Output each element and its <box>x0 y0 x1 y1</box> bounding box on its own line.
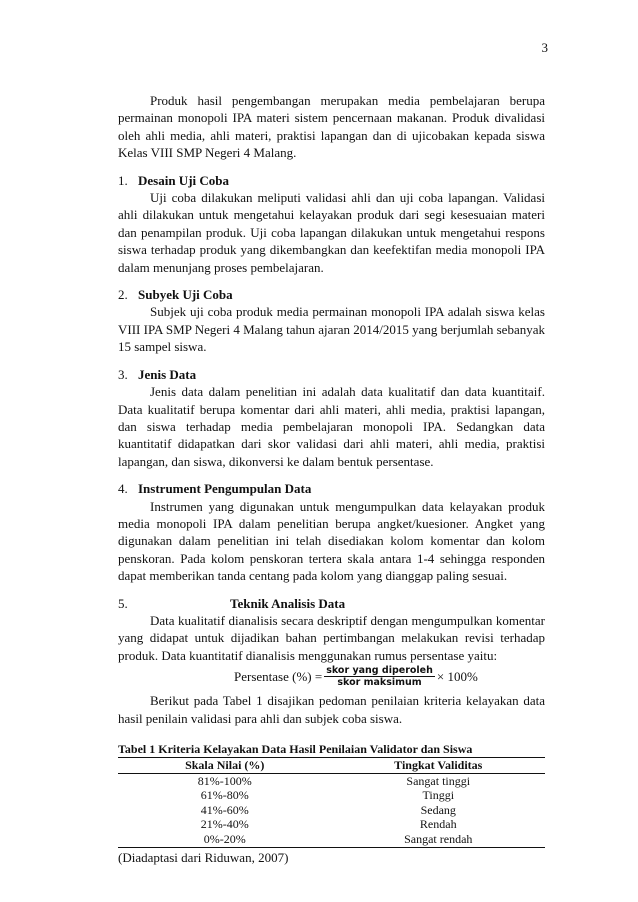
table-cell: Rendah <box>419 817 457 832</box>
table-source: (Diadaptasi dari Riduwan, 2007) <box>118 849 289 865</box>
table-header-row <box>118 758 545 774</box>
table-header-cell: Skala Nilai (%) <box>118 758 332 774</box>
section-title: Instrument Pengumpulan Data <box>138 481 312 497</box>
document-body <box>118 92 545 866</box>
section-2 <box>118 286 545 356</box>
section-paragraph: Data kualitatif dianalisis secara deskriptif dengan mengumpulkan komentar yang didapat untuk dijadikan bahan pertimbangan melakukan revisi terhadap produk. Data kuantitatif dianalisis menggunakan rumus persentase yaitu: <box>118 612 545 663</box>
table-caption: Tabel 1 Kriteria Kelayakan Data Hasil Penilaian Validator dan Siswa <box>118 742 473 756</box>
section-title: Teknik Analisis Data <box>230 595 346 611</box>
section-4 <box>118 480 545 584</box>
section-paragraph: Instrumen yang digunakan untuk mengumpulkan data kelayakan produk media monopoli IPA dalam penelitian berupa angket/kuesioner. Angket yang digunakan dalam penelitian ini telah disediakan kolom komentar dan kolom penskoran. Pada kolom penskoran tertera skala antara 1-4 sehingga responden dapat memberikan tanda centang pada kolom yang dianggap paling sesuai. <box>118 498 545 584</box>
table-cell: 81%-100% <box>197 773 252 788</box>
section-paragraph: Uji coba dilakukan meliputi validasi ahli dan uji coba lapangan. Validasi ahli dilakukan untuk mengetahui kelayakan produk dari segi kesesuaian materi dan penampilan produk. Uji coba lapangan dilakukan untuk mengetahui respons siswa terhadap produk yang dikembangkan dan keefektifan media monopoli IPA dalam menunjang proses pembelajaran. <box>118 190 545 275</box>
table-cell: 41%-60% <box>200 802 249 817</box>
table-cell: Sangat tinggi <box>406 773 471 788</box>
formula-numerator: skor yang diperoleh <box>326 665 433 677</box>
table-cell: Tinggi <box>422 788 455 803</box>
intro-paragraph: Produk hasil pengembangan merupakan media pembelajaran berupa permainan monopoli IPA materi sistem pencernaan makanan. Produk divalidasi oleh ahli media, ahli materi, praktisi lapangan dan di ujicobakan kepada siswa Kelas VIII SMP Negeri 4 Malang. <box>118 93 545 161</box>
section-title: Subyek Uji Coba <box>138 287 233 303</box>
table-row <box>118 788 545 803</box>
section-3 <box>118 366 545 470</box>
section-heading <box>118 366 545 383</box>
formula-right: × 100% <box>436 668 478 684</box>
section-heading <box>118 172 545 189</box>
table-cell: 21%-40% <box>200 817 249 832</box>
table-cell: Sangat rendah <box>332 832 546 847</box>
section-number: 1. <box>118 172 128 188</box>
section-heading <box>118 595 545 612</box>
section-number: 4. <box>118 481 128 497</box>
formula-left: Persentase (%) = <box>234 668 323 684</box>
section-heading <box>118 480 545 497</box>
table-cell: Sedang <box>420 802 456 817</box>
section-number: 3. <box>118 366 128 382</box>
section-title: Desain Uji Coba <box>138 172 230 188</box>
table-cell: 61%-80% <box>200 788 249 803</box>
criteria-table <box>118 757 545 848</box>
section-number: 2. <box>118 287 128 303</box>
section-title: Jenis Data <box>138 366 197 382</box>
page-number: 3 <box>541 40 548 55</box>
table-row <box>118 803 545 818</box>
section-paragraph-after: Berikut pada Tabel 1 disajikan pedoman penilaian kriteria kelayakan data hasil penilain validasi para ahli dan subjek coba siswa. <box>118 693 545 726</box>
section-number: 5. <box>118 595 128 611</box>
table-header-cell: Tingkat Validitas <box>332 758 546 774</box>
table-cell: 0%-20% <box>118 832 332 847</box>
section-paragraph: Subjek uji coba produk media permainan monopoli IPA adalah siswa kelas VIII IPA SMP Negeri 4 Malang tahun ajaran 2014/2015 yang berjumlah sebanyak 15 sampel siswa. <box>118 304 545 355</box>
section-heading <box>118 286 545 303</box>
section-paragraph: Jenis data dalam penelitian ini adalah data kualitatif dan data kuantitaif. Data kualitatif berupa komentar dari ahli materi, ahli media, praktisi lapangan, dan siswa terhadap media pembelajaran monopoli IPA. Sedangkan data kuantitatif didapatkan dari skor validasi dari ahli materi, ahli media, praktisi lapangan, dan siswa, dikonversi ke dalam bentuk persentase. <box>118 384 545 469</box>
table-row <box>118 817 545 832</box>
formula-fraction <box>324 665 435 688</box>
percentage-formula <box>234 665 545 688</box>
table-row <box>118 832 545 847</box>
section-5 <box>118 595 545 727</box>
section-1 <box>118 172 545 276</box>
formula-denominator: skor maksimum <box>337 677 422 689</box>
table-row <box>118 773 545 788</box>
